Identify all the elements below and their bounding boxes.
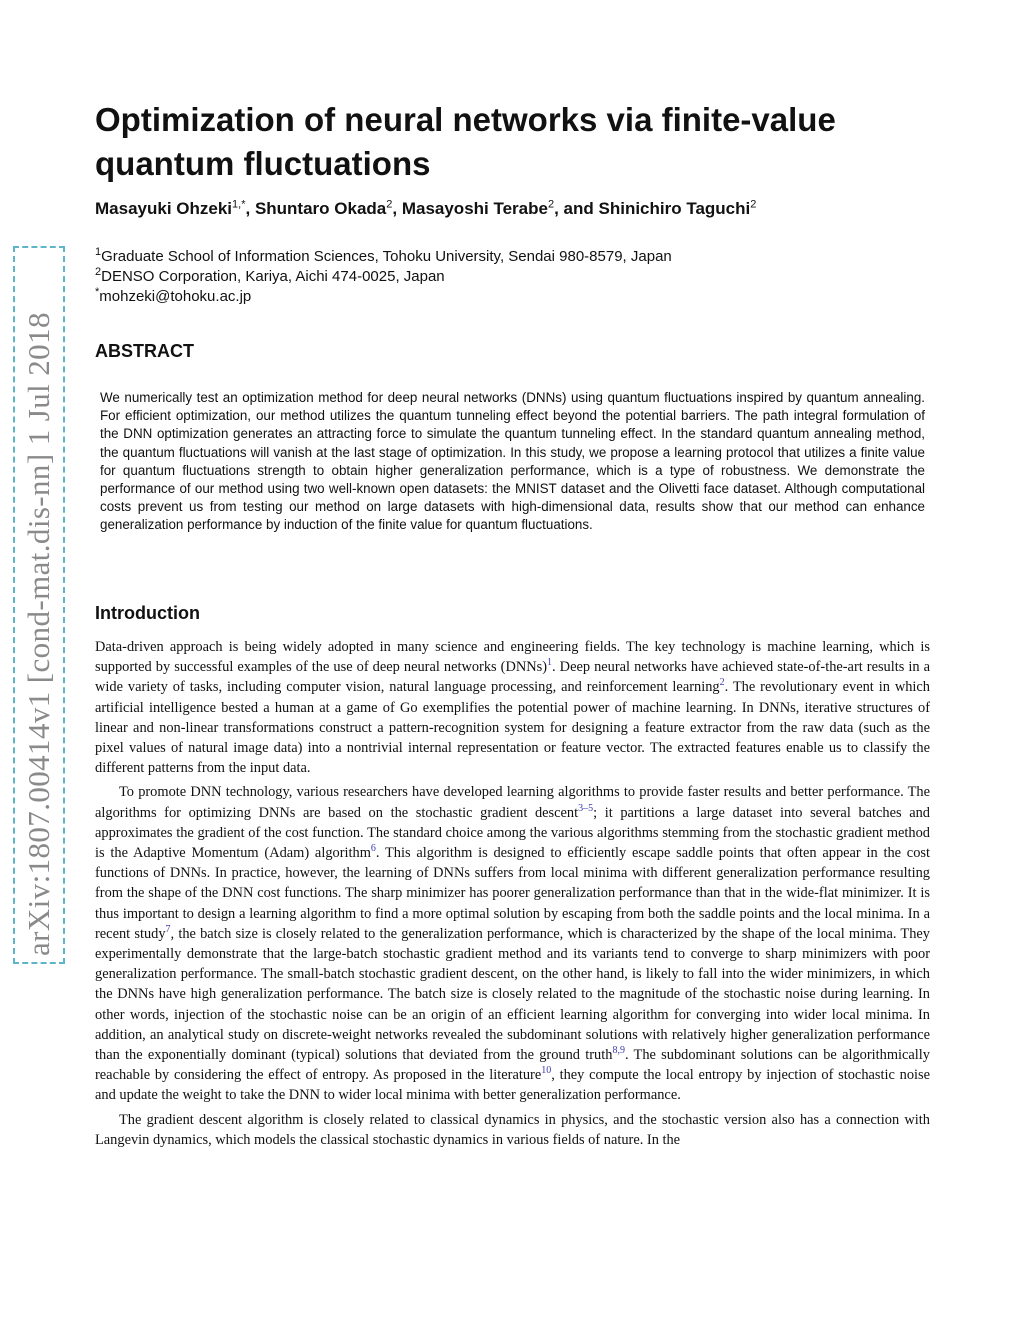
- author-separator: ,: [245, 199, 255, 218]
- paragraph-text: The gradient descent algorithm is closely related to classical dynamics in physics, and the stochastic version also has a connection with Langevin dynamics, which models the classical stochastic dynamics in various fields of nature. In the: [95, 1111, 930, 1148]
- paragraph-text: . The subdominant solutions can be algorithmically reachable by considering the effect of entropy. As proposed in the literature: [95, 1047, 930, 1084]
- author-affiliation-mark: 1,*: [232, 198, 246, 211]
- citation-link[interactable]: 10: [541, 1065, 552, 1077]
- corresponding-email[interactable]: mohzeki@tohoku.ac.jp: [99, 288, 252, 305]
- paragraph-text: , they compute the local entropy by injection of stochastic noise and update the weight to take the DNN to wider local minima with better generalization performance.: [95, 1067, 931, 1104]
- body-paragraph: [95, 782, 930, 1105]
- affiliation-text: Graduate School of Information Sciences, Tohoku University, Sendai 980-8579, Japan: [101, 248, 672, 265]
- citation-link[interactable]: 3–5: [578, 802, 594, 814]
- body-paragraph: [95, 637, 930, 778]
- author-affiliation-mark: 2: [750, 198, 757, 211]
- author-list: [95, 197, 935, 221]
- affiliation-item: [95, 267, 935, 287]
- paper-title: Optimization of neural networks via finite-value quantum fluctuations: [95, 101, 836, 182]
- body-paragraph: [95, 1110, 930, 1150]
- author-separator: , and: [554, 199, 599, 218]
- paragraph-text: To promote DNN technology, various researchers have developed learning algorithms to provide faster results and better performance. The algorithms for optimizing DNNs are based on the stochastic gradient descent: [95, 784, 930, 821]
- author-name: Shinichiro Taguchi: [598, 199, 751, 218]
- author-name: Shuntaro Okada: [254, 199, 387, 218]
- citation-link[interactable]: 2: [719, 677, 725, 689]
- arxiv-identifier-stamp[interactable]: arXiv:1807.00414v1 [cond-mat.dis-nn] 1 Jul 2018: [17, 250, 61, 960]
- abstract-heading: ABSTRACT: [95, 341, 194, 361]
- author-affiliation-mark: 2: [547, 198, 555, 211]
- affiliation-text: DENSO Corporation, Kariya, Aichi 474-0025, Japan: [101, 268, 445, 285]
- affiliation-item[interactable]: [95, 287, 935, 307]
- affiliation-mark: 2: [95, 266, 102, 278]
- author-name: Masayoshi Terabe: [401, 199, 548, 218]
- paragraph-text: . The revolutionary event in which artificial intelligence bested a human at a game of Go exemplifies the potential power of machine learning. In DNNs, iterative structures of linear and non-linear transformations construct a pattern-recognition system for designing a feature extractor from the raw data (such as the pixel values of natural image data) into a nontrivial internal representation or feature vector. The extracted features enable us to classify the different patterns from the input data.: [95, 679, 930, 777]
- introduction-body: [95, 637, 930, 1154]
- affiliation-item: [95, 247, 935, 267]
- introduction-heading: Introduction: [95, 603, 200, 623]
- affiliation-list: [95, 247, 935, 307]
- citation-link[interactable]: 8,9: [612, 1045, 625, 1057]
- paragraph-text: . Deep neural networks have achieved state-of-the-art results in a wide variety of tasks, including computer vision, natural language processing, and reinforcement learning: [95, 659, 931, 696]
- author-name: Masayuki Ohzeki: [95, 199, 233, 218]
- citation-link[interactable]: 7: [165, 924, 171, 936]
- affiliation-mark: 1: [95, 246, 102, 258]
- abstract-text: We numerically test an optimization method for deep neural networks (DNNs) using quantum fluctuations inspired by quantum annealing. For efficient optimization, our method utilizes the quantum tunneling effect beyond the potential barriers. The path integral formulation of the DNN optimization generates an attracting force to simulate the quantum tunneling effect. In the standard quantum annealing method, the quantum fluctuations will vanish at the last stage of optimization. In this study, we propose a learning protocol that utilizes a finite value for quantum fluctuations strength to obtain higher generalization performance, which is a type of robustness. We demonstrate the performance of our method using two well-known open datasets: the MNIST dataset and the Olivetti face dataset. Although computational costs prevent us from testing our method on large datasets with high-dimensional data, results show that our method can enhance generalization performance by induction of the finite value for quantum fluctuations.: [100, 390, 925, 533]
- paragraph-text: ; it partitions a large dataset into several batches and approximates the gradient of the cost function. The standard choice among the various algorithms stemming from the stochastic gradient method is the Adaptive Momentum (Adam) algorithm: [95, 804, 930, 862]
- paragraph-text: , the batch size is closely related to the generalization performance, which is characterized by the shape of the local minima. They experimentally demonstrate that the large-batch stochastic gradient method and its variants tend to converge to sharp minimizers with poor generalization performance. The small-batch stochastic gradient descent, on the other hand, is likely to fall into the wider minimizers, in which the DNNs have high generalization performance. The batch size is closely related to the magnitude of the stochastic noise during learning. In other words, injection of the stochastic noise can be an origin of an efficient learning algorithm for converging into wider local minima. In addition, an analytical study on discrete-weight networks revealed the subdominant solutions with relatively higher generalization performance than the exponentially dominant (typical) solutions that deviated from the ground truth: [95, 925, 930, 1064]
- paragraph-text: Data-driven approach is being widely adopted in many science and engineering fields. The key technology is machine learning, which is supported by successful examples of the use of deep neural networks (DNNs): [95, 639, 930, 676]
- citation-link[interactable]: 6: [370, 843, 376, 855]
- affiliation-mark: *: [95, 286, 100, 298]
- citation-link[interactable]: 1: [547, 657, 553, 669]
- author-separator: ,: [392, 199, 402, 218]
- author-affiliation-mark: 2: [386, 198, 393, 211]
- paragraph-text: . This algorithm is designed to efficiently escape saddle points that often appear in the cost functions of DNNs. In practice, however, the learning of DNNs suffers from local minima with different generalization performance resulting from the shape of the DNN cost functions. The sharp minimizer has poorer generalization performance than that in the wide-flat minimizer. It is thus important to design a learning algorithm to find a more optimal solution by escaping from both the saddle points and the local minima. In a recent study: [95, 845, 930, 942]
